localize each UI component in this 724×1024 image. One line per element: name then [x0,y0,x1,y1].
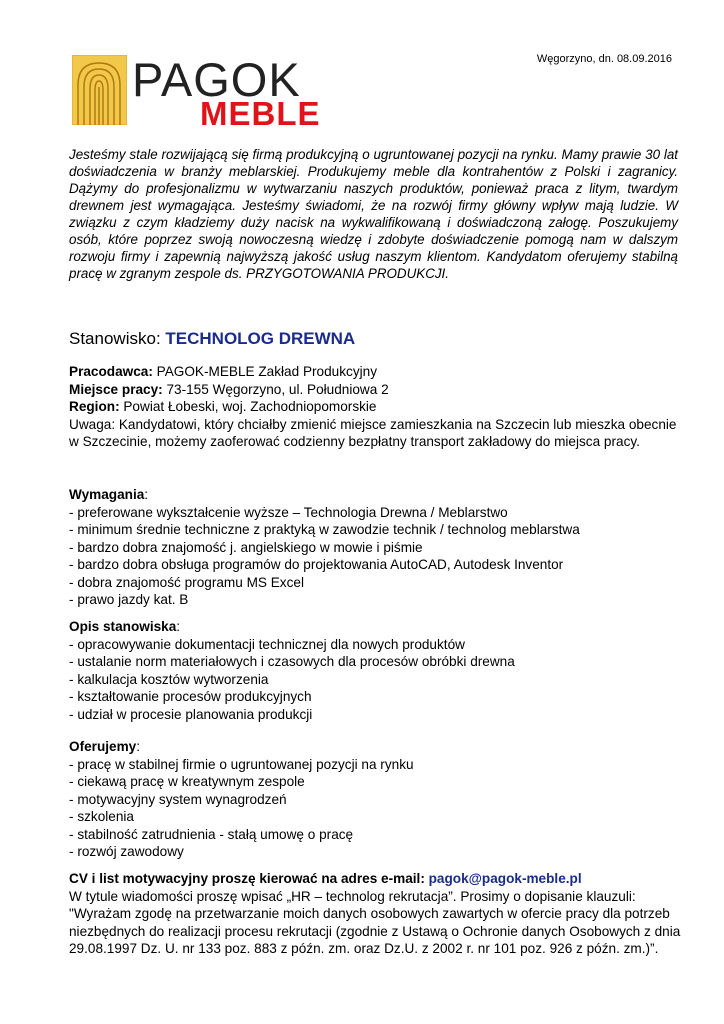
region-value: Powiat Łobeski, woj. Zachodniopomorskie [119,399,377,414]
list-item: - opracowywanie dokumentacji technicznej dla nowych produktów [69,636,689,654]
requirements-heading [69,486,689,504]
offer-colon: : [136,739,141,754]
list-item: - szkolenia [69,808,689,826]
job-info [69,363,689,451]
email-link[interactable]: pagok@pagok-meble.pl [428,871,582,886]
requirements-section [69,486,689,609]
requirements-head: Wymagania [69,487,145,502]
list-item: - ustalanie norm materiałowych i czasowych dla procesów obróbki drewna [69,653,689,671]
list-item: - bardzo dobra znajomość j. angielskiego w mowie i piśmie [69,539,689,557]
cv-heading [69,870,689,888]
place-label: Miejsce pracy: [69,381,163,397]
offer-section [69,738,689,861]
list-item: - dobra znajomość programu MS Excel [69,574,689,592]
requirements-colon: : [144,487,149,502]
offer-head: Oferujemy [69,739,137,754]
document-date: Węgorzyno, dn. 08.09.2016 [536,53,672,65]
region-label: Region: [69,399,120,414]
transport-note: Uwaga: Kandydatowi, który chciałby zmienić miejsce zamieszkania na Szczecin lub mieszka obecnie w Szczecinie, możemy zaoferować codzienny bezpłatny transport zakładowy do miejsca pracy. [69,416,677,449]
offer-heading [69,738,689,756]
employer-line [69,363,689,381]
position-title: TECHNOLOG DREWNA [165,329,356,348]
employer-value: PAGOK-MEBLE Zakład Produkcyjny [152,364,377,379]
position-label: Stanowisko [69,329,156,348]
wood-grain-logo-icon [72,55,127,125]
list-item: - kształtowanie procesów produkcyjnych [69,688,689,706]
cv-text: W tytule wiadomości proszę wpisać „HR – technolog rekrutacja”. Prosimy o dopisanie klauzuli: "Wyrażam zgodę na przetwarzanie moich danych osobowych zawartych w ofercie pracy dla potrzeb niezbędnych do realizacji procesu rekrutacji (zgodnie z Ustawą o Ochronie danych Osobowych z dnia 29.08.1997 Dz. U. nr 133 poz. 883 z późn. zm. oraz Dz.U. z 2002 r. nr 101 poz. 926 z późn. zm.)”. [69,888,681,956]
place-line [69,381,689,399]
list-item: - rozwój zawodowy [69,843,689,861]
duties-section [69,618,689,723]
position-heading [69,329,355,349]
list-item: - prawo jazdy kat. B [69,591,689,609]
list-item: - motywacyjny system wynagrodzeń [69,791,689,809]
list-item: - pracę w stabilnej firmie o ugruntowanej pozycji na rynku [69,756,689,774]
company-intro: Jesteśmy stale rozwijającą się firmą produkcyjną o ugruntowanej pozycji na rynku. Mamy prawie 30 lat doświadczenia w branży meblarskiej. Produkujemy meble dla kontrahentów z Polski i zagranicy. Dążymy do profesjonalizmu w wytwarzaniu naszych produktów, ponieważ praca z litym, twardym drewnem jest wymagająca. Jesteśmy świadomi, że na rozwój firmy główny wpływ mają ludzie. W związku z czym kładziemy duży nacisk na wykwalifikowaną i doświadczoną załogę. Poszukujemy osób, które poprzez swoją nowoczesną wiedzę i zdobyte doświadczenie pomogą nam w dalszym rozwoju firmy i zapewnią najwyższą jakość usług naszym klientom. Kandydatom oferujemy stabilną pracę w zgranym zespole ds. PRZYGOTOWANIA PRODUKCJI. [69,147,678,281]
position-colon: : [155,329,166,348]
cv-head: CV i list motywacyjny proszę kierować na adres e-mail: [69,871,429,886]
list-item: - udział w procesie planowania produkcji [69,706,689,724]
cv-section [69,870,689,958]
list-item: - minimum średnie techniczne z praktyką w zawodzie technik / technolog meblarstwa [69,521,689,539]
logo-text-pagok: PAGOK [132,53,301,106]
place-value: 73-155 Węgorzyno, ul. Południowa 2 [162,381,389,397]
list-item: - ciekawą pracę w kreatywnym zespole [69,773,689,791]
region-line [69,398,689,416]
employer-label: Pracodawca: [69,364,153,379]
duties-colon: : [176,619,181,634]
duties-heading [69,618,689,636]
list-item: - kalkulacja kosztów wytworzenia [69,671,689,689]
list-item: - stabilność zatrudnienia - stałą umowę o pracę [69,826,689,844]
duties-head: Opis stanowiska [69,619,177,634]
company-logo [72,53,332,132]
list-item: - bardzo dobra obsługa programów do projektowania AutoCAD, Autodesk Inventor [69,556,689,574]
list-item: - preferowane wykształcenie wyższe – Technologia Drewna / Meblarstwo [69,504,689,522]
logo-text-meble: MEBLE [200,95,321,132]
